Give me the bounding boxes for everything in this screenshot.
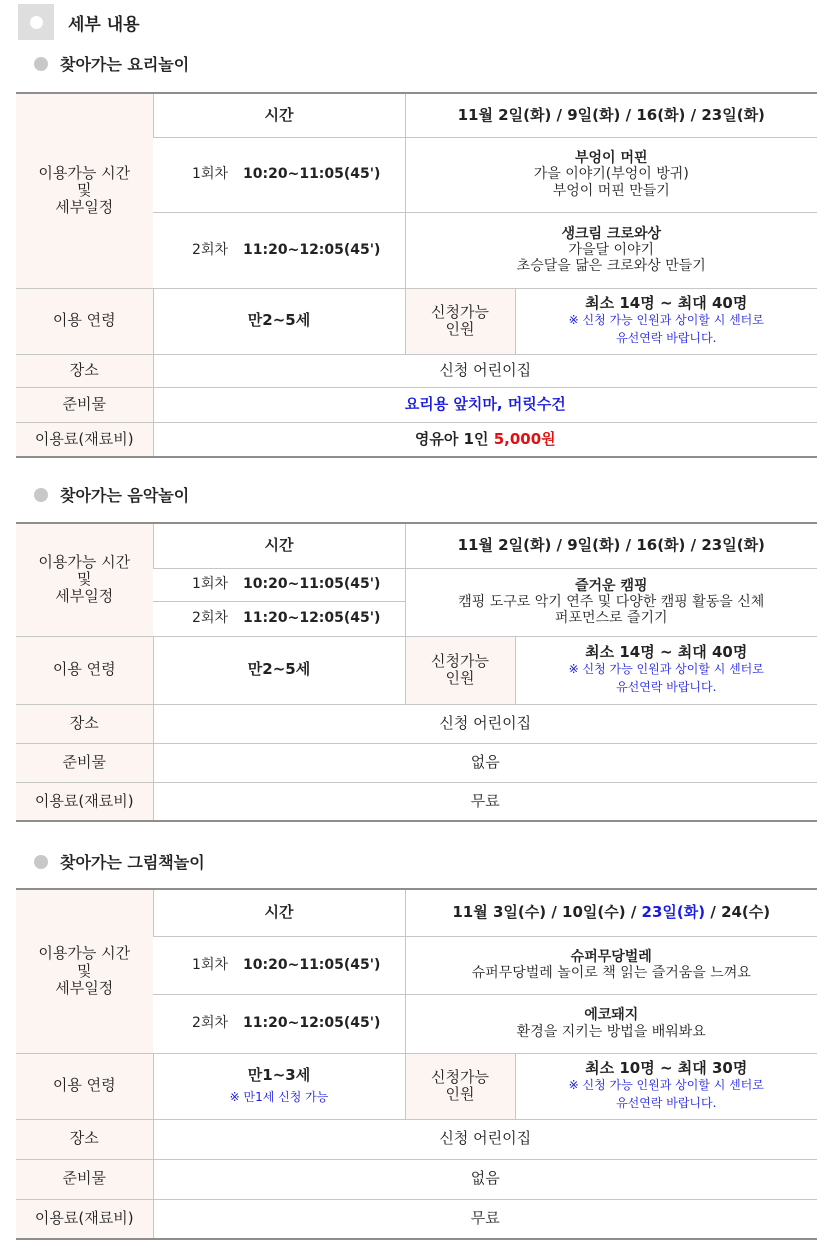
capacity-value: 최소 14명 ~ 최대 40명 ※ 신청 가능 인원과 상이할 시 센터로 유선연락 바랍니다. xyxy=(515,636,817,704)
schedule-label: 이용가능 시간 및 세부일정 xyxy=(16,93,153,288)
session-1-program: 슈퍼무당벌레 슈퍼무당벌레 놀이로 책 읽는 즐거움을 느껴요 xyxy=(405,936,817,994)
prep-value: 요리용 앞치마, 머릿수건 xyxy=(153,387,817,422)
program-content: 즐거운 캠핑 캠핑 도구로 악기 연주 및 다양한 캠핑 활동을 신체 퍼포먼스로 즐기기 xyxy=(405,568,817,636)
session-1-time: 1회차 10:20~11:05(45') xyxy=(153,568,405,601)
fee-value: 무료 xyxy=(153,782,817,821)
apply-label: 신청가능 인원 xyxy=(405,288,515,354)
apply-label: 신청가능 인원 xyxy=(405,1053,515,1119)
place-value: 신청 어린이집 xyxy=(153,704,817,743)
place-label: 장소 xyxy=(16,354,153,387)
session-2-time: 2회차 11:20~12:05(45') xyxy=(153,212,405,288)
schedule-label: 이용가능 시간 및 세부일정 xyxy=(16,523,153,636)
header-icon xyxy=(18,4,54,40)
dates-header: 11월 3일(수) / 10일(수) / 23일(화) / 24(수) xyxy=(405,889,817,936)
age-label: 이용 연령 xyxy=(16,1053,153,1119)
session-2-program: 생크림 크로와상 가을달 이야기 초승달을 닮은 크로와상 만들기 xyxy=(405,212,817,288)
section-title-cooking xyxy=(34,52,189,75)
session-2-program: 에코돼지 환경을 지키는 방법을 배워봐요 xyxy=(405,994,817,1053)
session-1-time: 1회차 10:20~11:05(45') xyxy=(153,936,405,994)
prep-label: 준비물 xyxy=(16,387,153,422)
section-title-text: 찾아가는 음악놀이 xyxy=(60,486,190,505)
dates-header: 11월 2일(화) / 9일(화) / 16(화) / 23일(화) xyxy=(405,93,817,137)
section-title-music xyxy=(34,483,189,506)
session-1-time: 1회차 10:20~11:05(45') xyxy=(153,137,405,212)
prep-value: 없음 xyxy=(153,1159,817,1199)
section-title-picturebook xyxy=(34,850,205,873)
header-title: 세부 내용 xyxy=(68,14,140,35)
schedule-label: 이용가능 시간 및 세부일정 xyxy=(16,889,153,1053)
section-title-text: 찾아가는 그림책놀이 xyxy=(60,853,205,872)
schedule-table-music xyxy=(16,522,817,822)
schedule-table-picturebook xyxy=(16,888,817,1240)
fee-value: 영유아 1인 5,000원 xyxy=(153,422,817,457)
bullet-icon xyxy=(34,57,48,71)
time-header: 시간 xyxy=(153,93,405,137)
session-1-program: 부엉이 머핀 가을 이야기(부엉이 방귀) 부엉이 머핀 만들기 xyxy=(405,137,817,212)
capacity-value: 최소 10명 ~ 최대 30명 ※ 신청 가능 인원과 상이할 시 센터로 유선연락 바랍니다. xyxy=(515,1053,817,1119)
fee-value: 무료 xyxy=(153,1199,817,1239)
schedule-table-cooking xyxy=(16,92,817,458)
fee-label: 이용료(재료비) xyxy=(16,422,153,457)
section-title-text: 찾아가는 요리놀이 xyxy=(60,55,190,74)
dates-header: 11월 2일(화) / 9일(화) / 16(화) / 23일(화) xyxy=(405,523,817,568)
time-header: 시간 xyxy=(153,523,405,568)
place-label: 장소 xyxy=(16,704,153,743)
age-value: 만1~3세 ※ 만1세 신청 가능 xyxy=(153,1053,405,1119)
detail-header xyxy=(18,4,140,40)
fee-label: 이용료(재료비) xyxy=(16,782,153,821)
age-label: 이용 연령 xyxy=(16,636,153,704)
place-label: 장소 xyxy=(16,1119,153,1159)
apply-label: 신청가능 인원 xyxy=(405,636,515,704)
session-2-time: 2회차 11:20~12:05(45') xyxy=(153,601,405,636)
prep-label: 준비물 xyxy=(16,743,153,782)
fee-label: 이용료(재료비) xyxy=(16,1199,153,1239)
bullet-icon xyxy=(34,855,48,869)
prep-value: 없음 xyxy=(153,743,817,782)
capacity-value: 최소 14명 ~ 최대 40명 ※ 신청 가능 인원과 상이할 시 센터로 유선연락 바랍니다. xyxy=(515,288,817,354)
prep-label: 준비물 xyxy=(16,1159,153,1199)
age-value: 만2~5세 xyxy=(153,636,405,704)
place-value: 신청 어린이집 xyxy=(153,354,817,387)
time-header: 시간 xyxy=(153,889,405,936)
age-label: 이용 연령 xyxy=(16,288,153,354)
bullet-icon xyxy=(34,488,48,502)
age-value: 만2~5세 xyxy=(153,288,405,354)
session-2-time: 2회차 11:20~12:05(45') xyxy=(153,994,405,1053)
place-value: 신청 어린이집 xyxy=(153,1119,817,1159)
